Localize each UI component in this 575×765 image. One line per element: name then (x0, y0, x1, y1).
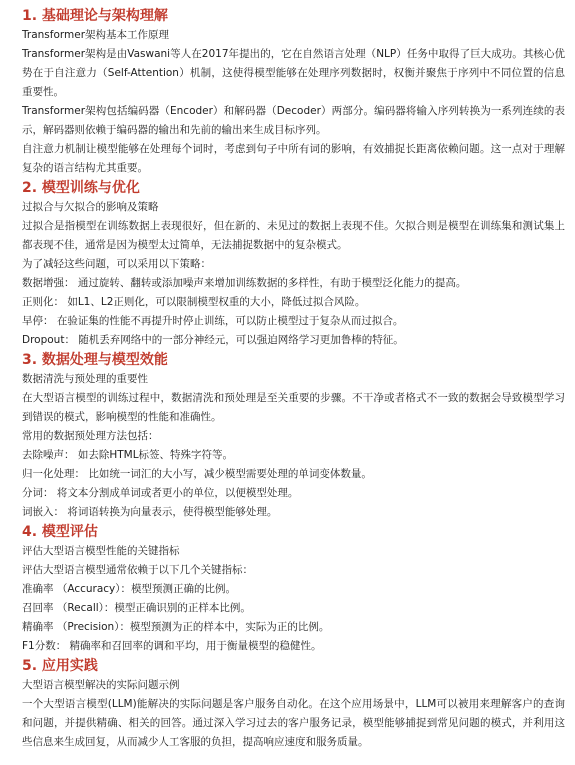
text-line: 为了减轻这些问题，可以采用以下策略： (22, 258, 211, 270)
section-subtitle: Transformer架构基本工作原理 (22, 29, 170, 41)
section-title: 2. 模型训练与优化 (22, 180, 140, 196)
text-line: F1分数： 精确率和召回率的调和平均，用于衡量模型的稳健性。 (22, 640, 322, 652)
section-subtitle: 过拟合与欠拟合的影响及策略 (22, 201, 159, 213)
paragraph: Transformer架构包括编码器（Encoder）和解码器（Decoder）两部分。编码器将输入序列转换为一系列连续的表示，解码器则依赖于编码器的输出和先前的输出来生成目标序列。 (22, 105, 565, 136)
text-line: 去除噪声： 如去除HTML标签、特殊字符等。 (22, 449, 234, 461)
paragraph: Transformer架构是由Vaswani等人在2017年提出的，它在自然语言处理（NLP）任务中取得了巨大成功。其核心优势在于自注意力（Self-Attention）机制，这使得模型能够在处理序列数据时，权衡并聚焦于序列中不同位置的信息重要性。 (22, 48, 565, 98)
paragraph: 一个大型语言模型(LLM)能解决的实际问题是客户服务自动化。在这个应用场景中，LLM可以被用来理解客户的查询和问题，并提供精确、相关的回答。通过深入学习过去的客户服务记录，模型能够捕捉到常见问题的模式，并利用这些信息来生成回复，从而减少人工客服的负担，提高响应速度和服务质量。 (22, 698, 565, 748)
section-title: 4. 模型评估 (22, 524, 98, 540)
paragraph: 自注意力机制让模型能够在处理每个词时，考虑到句子中所有词的影响，有效捕捉长距离依赖问题。这一点对于理解复杂的语言结构尤其重要。 (22, 143, 565, 174)
text-line: 召回率 （Recall）：模型正确识别的正样本比例。 (22, 602, 251, 614)
section-subtitle: 大型语言模型解决的实际问题示例 (22, 679, 180, 691)
text-line: 词嵌入： 将词语转换为向量表示，使得模型能够处理。 (22, 506, 278, 518)
section-subtitle: 评估大型语言模型性能的关键指标 (22, 545, 180, 557)
text-line: 精确率 （Precision）：模型预测为正的样本中，实际为正的比例。 (22, 621, 330, 633)
paragraph: 在大型语言模型的训练过程中，数据清洗和预处理是至关重要的步骤。不干净或者格式不一致的数据会导致模型学习到错误的模式，影响模型的性能和准确性。 (22, 392, 565, 423)
section-title: 3. 数据处理与模型效能 (22, 352, 168, 368)
text-line: Dropout： 随机丢弃网络中的一部分神经元，可以强迫网络学习更加鲁棒的特征。 (22, 334, 404, 346)
section-subtitle: 数据清洗与预处理的重要性 (22, 373, 148, 385)
text-line: 准确率 （Accuracy）：模型预测正确的比例。 (22, 583, 237, 595)
text-line: 数据增强： 通过旋转、翻转或添加噪声来增加训练数据的多样性，有助于模型泛化能力的提高。 (22, 277, 467, 289)
text-line: 正则化： 如L1、L2正则化，可以限制模型权重的大小，降低过拟合风险。 (22, 296, 366, 308)
text-line: 归一化处理： 比如统一词汇的大小写，减少模型需要处理的单词变体数量。 (22, 468, 372, 480)
paragraph: 过拟合是指模型在训练数据上表现很好，但在新的、未见过的数据上表现不佳。欠拟合则是模型在训练集和测试集上都表现不佳，通常是因为模型太过简单，无法捕捉数据中的复杂模式。 (22, 220, 565, 251)
text-line: 分词： 将文本分割成单词或者更小的单位，以便模型处理。 (22, 487, 299, 499)
text-line: 早停： 在验证集的性能不再提升时停止训练，可以防止模型过于复杂从而过拟合。 (22, 315, 404, 327)
section-title: 5. 应用实践 (22, 658, 98, 674)
text-line: 常用的数据预处理方法包括： (22, 430, 159, 442)
section-title: 1. 基础理论与架构理解 (22, 8, 168, 24)
text-line: 评估大型语言模型通常依赖于以下几个关键指标： (22, 564, 253, 576)
